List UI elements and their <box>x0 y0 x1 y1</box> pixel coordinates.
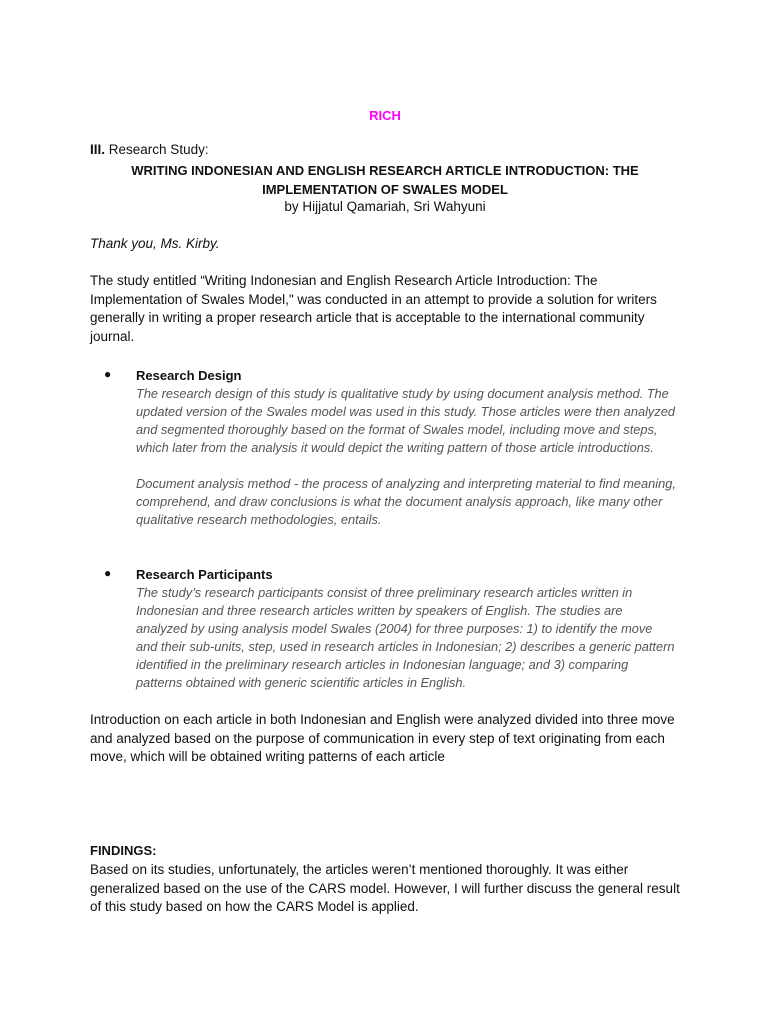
bullet-research-design <box>104 367 676 529</box>
bullet-paragraph: The research design of this study is qualitative study by using document analysis method. The updated version of the Swales model was used in this study. Those articles were then analyzed and segmented thoroughly based on the format of Swales model, including move and steps, which later from the analysis it would depict the writing pattern of those article introductions. <box>136 386 675 455</box>
speaker-label: RICH <box>369 108 401 123</box>
bullet-icon: ● <box>104 566 112 580</box>
intro-paragraph: The study entitled “Writing Indonesian and English Research Article Introduction: The Implementation of Swales Model," was conducted in an attempt to provide a solution for writers generally in writing a proper research article that is acceptable to the international community journal. <box>90 273 657 344</box>
bullet-body <box>136 584 676 692</box>
study-title-line-2: IMPLEMENTATION OF SWALES MODEL <box>262 181 508 197</box>
section-label: Research Study: <box>108 142 209 157</box>
findings-paragraph: Based on its studies, unfortunately, the articles weren’t mentioned thoroughly. It was either generalized based on the use of the CARS model. However, I will further discuss the general result of this study based on how the CARS Model is applied. <box>90 862 680 914</box>
study-authors: by Hijjatul Qamariah, Sri Wahyuni <box>284 199 486 214</box>
bullet-title: Research Participants <box>136 567 273 582</box>
bullet-icon: ● <box>104 367 112 381</box>
bullet-body <box>136 385 676 529</box>
findings-heading: FINDINGS: <box>90 843 157 858</box>
thanks-line: Thank you, Ms. Kirby. <box>90 236 220 251</box>
section-number: III. <box>90 142 106 157</box>
bullet-research-participants <box>104 566 675 692</box>
bullet-paragraph: Document analysis method - the process of analyzing and interpreting material to find meaning, comprehend, and draw conclusions is what the document analysis approach, like many other qualitative research methodologies, entails. <box>136 476 676 527</box>
study-title-line-1: WRITING INDONESIAN AND ENGLISH RESEARCH ARTICLE INTRODUCTION: THE <box>131 163 639 178</box>
move-paragraph: Introduction on each article in both Indonesian and English were analyzed divided into three move and analyzed based on the purpose of communication in every step of text originating from each move, which will be obtained writing patterns of each article <box>90 712 675 764</box>
bullet-title: Research Design <box>136 368 242 383</box>
section-heading <box>90 142 209 157</box>
study-title <box>90 162 680 199</box>
document-page <box>90 0 680 1024</box>
bullet-paragraph: The study’s research participants consist of three preliminary research articles written in Indonesian and three research articles written by speakers of English. The studies are analyzed by using analysis model Swales (2004) for three purposes: 1) to identify the move and their sub-units, step, used in research articles in Indonesian; 2) describes a generic pattern identified in the preliminary research articles in Indonesian language; and 3) comparing patterns obtained with generic scientific articles in English. <box>136 585 675 690</box>
